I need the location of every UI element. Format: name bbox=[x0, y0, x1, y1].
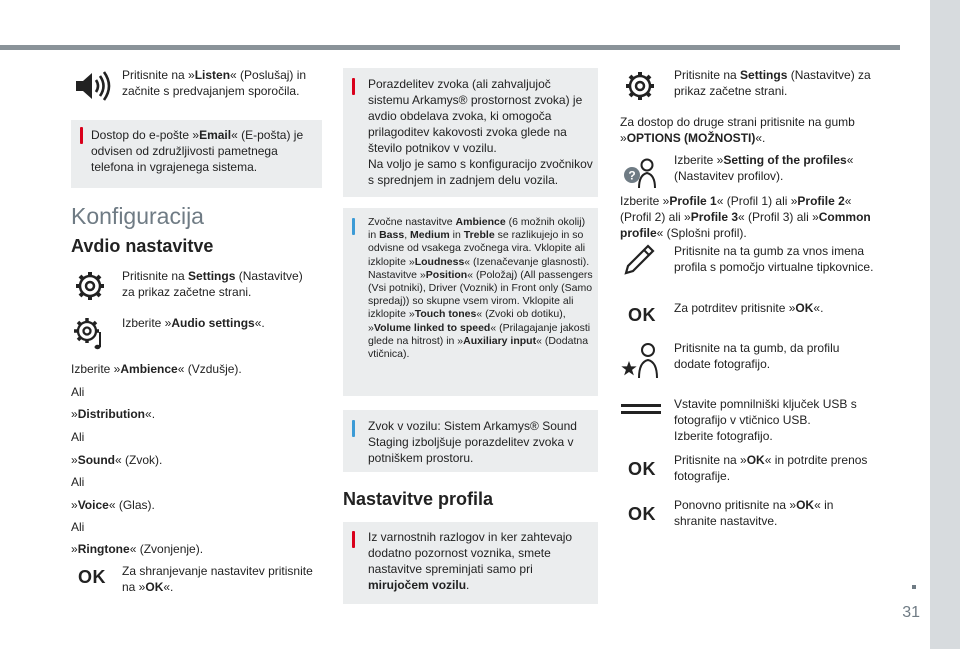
pencil-icon bbox=[620, 243, 660, 277]
page-edge-bar bbox=[930, 0, 960, 649]
ambience-info: Zvočne nastavitve Ambience (6 možnih okolij) in Bass, Medium in Treble se razlikujejo in so odvisne od vsakega zvočnega vira. Vklopite ali izklopite »Loudness« (Izenačevanje glasnosti). Nastavitve »Position« (Položaj) (All passengers (Vsi potniki), Driver (Voznik) in Front only (Samo spredaj)) so skupne vsem virom. Vklopite ali izklopite »Touch tones« (Zvoki ob dotiku), »Volume linked to speed« (Prilagajanje jakosti glede na hitrost) in »Auxiliary input« (Dodatna vtičnica). bbox=[368, 216, 593, 361]
usb-instruction: Vstavite pomnilniški ključek USB s fotografijo v vtičnico USB. Izberite fotografijo. bbox=[674, 397, 857, 443]
gear-icon bbox=[72, 268, 108, 304]
page-number: 31 bbox=[902, 604, 920, 621]
ok-photo-instruction: Pritisnite na »OK« in potrdite prenos fotografije. bbox=[674, 453, 868, 483]
safety-note: Iz varnostnih razlogov in ker zahtevajo dodatno pozornost voznika, smete nastavitve spreminjati samo pri mirujočem vozilu. bbox=[368, 530, 573, 592]
profiles-instruction: Izberite »Setting of the profiles« (Nastavitev profilov). bbox=[674, 153, 854, 183]
confirm-instruction: Za potrditev pritisnite »OK«. bbox=[674, 301, 824, 315]
subsection-title: Avdio nastavitve bbox=[71, 236, 214, 256]
listen-instruction: Pritisnite na »Listen« (Poslušaj) in začnite s predvajanjem sporočila. bbox=[122, 68, 307, 98]
sound-option: »Sound« (Zvok). bbox=[71, 453, 163, 467]
warning-icon bbox=[352, 531, 355, 548]
ambience-option: Izberite »Ambience« (Vzdušje). bbox=[71, 362, 242, 376]
audio-settings-instruction: Izberite »Audio settings«. bbox=[122, 316, 265, 330]
email-note: Dostop do e-pošte »Email« (E-pošta) je odvisen od združljivosti pametnega telefona in vgrajenega sistema. bbox=[91, 128, 304, 174]
profile-photo-icon bbox=[620, 338, 662, 382]
gear-icon bbox=[620, 68, 660, 104]
profile-select-instruction: Izberite »Profile 1« (Profil 1) ali »Profile 2« (Profil 2) ali »Profile 3« (Profil 3) ali »Common profile« (Splošni profil). bbox=[620, 194, 871, 240]
info-icon bbox=[352, 218, 355, 235]
or-label: Ali bbox=[71, 520, 85, 534]
save-profile-instruction: Ponovno pritisnite na »OK« in shranite nastavitve. bbox=[674, 498, 834, 528]
ok-icon: OK bbox=[628, 503, 656, 524]
profiles-title: Nastavitve profila bbox=[343, 489, 494, 509]
warning-icon bbox=[352, 78, 355, 95]
ringtone-option: »Ringtone« (Zvonjenje). bbox=[71, 542, 204, 556]
sound-info: Zvok v vozilu: Sistem Arkamys® Sound Staging izboljšuje porazdelitev zvoka v potniškem prostoru. bbox=[368, 419, 577, 465]
save-instruction: Za shranjevanje nastavitev pritisnite na »OK«. bbox=[122, 564, 313, 594]
usb-slot-icon bbox=[620, 398, 662, 418]
arkamys-note: Porazdelitev zvoka (ali zahvaljujoč sistemu Arkamys® prostornost zvoka) je avdio obdelava zvoka, ki omogoča prilagoditev kakovosti zvoka glede na število potnikov v vozilu. Na voljo je samo s konfiguracijo zvočnikov s sprednjem in zadnjem delu vozila. bbox=[368, 77, 593, 187]
warning-icon bbox=[80, 127, 83, 144]
svg-text:?: ? bbox=[628, 168, 636, 183]
edit-name-instruction: Pritisnite na ta gumb za vnos imena profila s pomočjo virtualne tipkovnice. bbox=[674, 244, 874, 274]
gear-note-icon bbox=[72, 314, 108, 354]
or-label: Ali bbox=[71, 385, 85, 399]
top-rule bbox=[0, 45, 900, 50]
info-icon bbox=[352, 420, 355, 437]
ok-icon: OK bbox=[78, 566, 106, 587]
profile-question-icon bbox=[620, 155, 662, 193]
add-photo-instruction: Pritisnite na ta gumb, da profilu dodate fotografijo. bbox=[674, 341, 840, 371]
voice-option: »Voice« (Glas). bbox=[71, 498, 155, 512]
section-title: Konfiguracija bbox=[71, 203, 204, 229]
speaker-icon bbox=[72, 68, 112, 104]
or-label: Ali bbox=[71, 475, 85, 489]
settings-instruction: Pritisnite na Settings (Nastavitve) za prikaz začetne strani. bbox=[122, 269, 303, 299]
end-bullet bbox=[912, 585, 916, 589]
ok-icon: OK bbox=[628, 458, 656, 479]
options-instruction: Za dostop do druge strani pritisnite na gumb »OPTIONS (MOŽNOSTI)«. bbox=[620, 115, 855, 145]
settings-instruction: Pritisnite na Settings (Nastavitve) za prikaz začetne strani. bbox=[674, 68, 871, 98]
or-label: Ali bbox=[71, 430, 85, 444]
distribution-option: »Distribution«. bbox=[71, 407, 156, 421]
ok-icon: OK bbox=[628, 304, 656, 325]
